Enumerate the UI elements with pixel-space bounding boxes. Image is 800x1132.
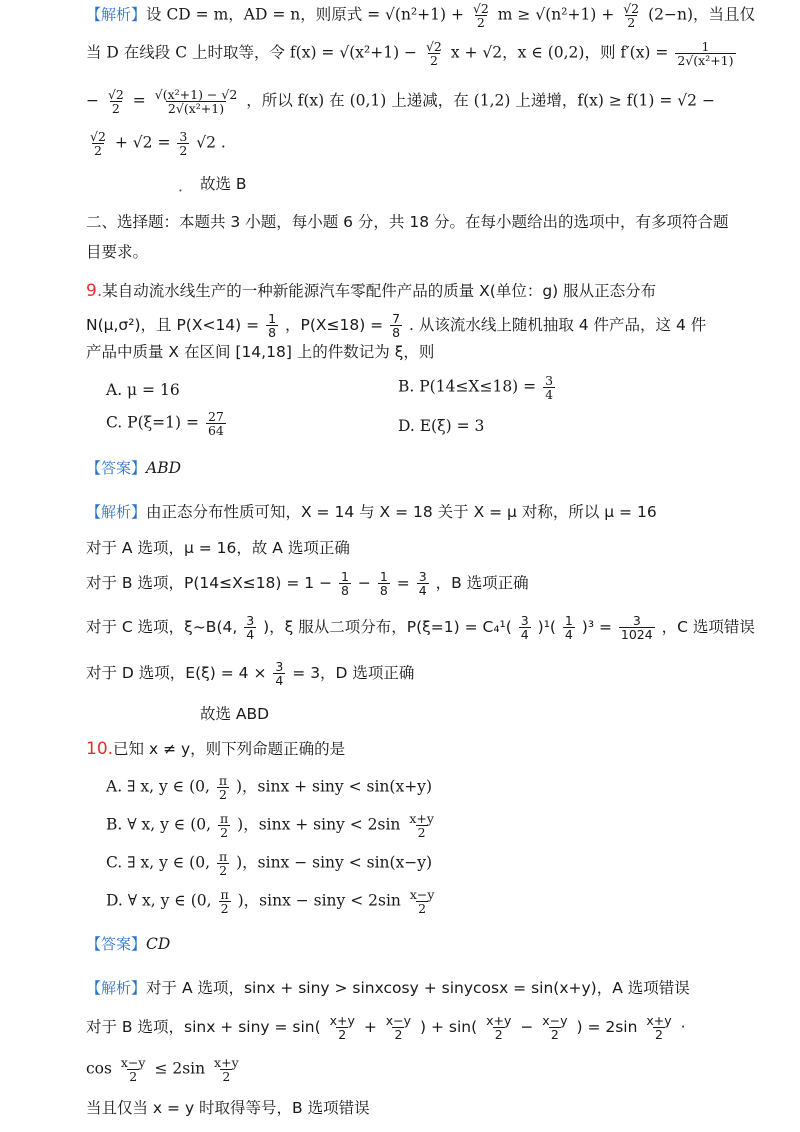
fraction: $\frac{1}{8}$ [268, 311, 277, 341]
fraction: $\frac{1}{8}$ [341, 569, 349, 599]
fraction: $\frac{3}{2}$ [179, 129, 188, 159]
fraction: $\frac{√2}{2}$ [425, 39, 442, 69]
fraction: $\frac{27}{64}$ [207, 409, 224, 439]
fraction: $\frac{1}{4}$ [564, 613, 573, 643]
fraction: $\frac{x+y}{2}$ [646, 1013, 672, 1043]
q9-option-a: A. μ = 16 [106, 381, 180, 399]
q9-solution-4: 对于 C 选项，ξ~B(4, $\frac{3}{4}$ )，ξ 服从二项分布，P(ξ=1) = C₄¹( $\frac{3}{4}$ )¹( $\frac{1}{4}$ )³ = $\frac{3}{1024}$ ，C 选项错误 [86, 613, 755, 643]
p8-line-2: 当 D 在线段 C 上时取等，令 f(x) = √(x²+1) − $\frac{√2}{2}$ x + √2，x ∈ (0,2)，则 f′(x) = $\frac{1}{\text{2√(x²+1)}}$ [86, 39, 734, 69]
daan-label: 【答案】 [86, 459, 147, 477]
q9-answer: 【答案】ABD [86, 459, 182, 477]
fraction: $\frac{\pi}{2}$ [218, 773, 228, 803]
fraction: $\frac{1}{\text{2√(x²+1)}}$ [677, 39, 734, 69]
q10-answer: 【答案】CD [86, 935, 171, 953]
q10-option-b: B. ∀ x, y ∈ (0, $\frac{\pi}{2}$ )，sinx + siny < 2sin $\frac{x+y}{2}$ [106, 811, 434, 841]
fraction: $\frac{√2}{2}$ [472, 1, 489, 31]
fraction: $\frac{3}{4}$ [520, 613, 529, 643]
q10-solution-2: 对于 B 选项，sinx + siny = sin( $\frac{x+y}{2}$ + $\frac{x-y}{2}$ ) + sin( $\frac{x+y}{2}$ − $\frac{x-y}{2}$ ) = 2sin $\frac{x+y}{2}$ · [86, 1013, 686, 1043]
question-number: 9. [86, 281, 103, 301]
q10-solution-1: 【解析】对于 A 选项，sinx + siny > sinxcosy + sinycosx = sin(x+y)，A 选项错误 [86, 979, 690, 997]
fraction: $\frac{x+y}{2}$ [214, 1055, 239, 1085]
fraction: $\frac{\pi}{2}$ [220, 887, 229, 917]
q10-stem: 10.已知 x ≠ y，则下列命题正确的是 [86, 739, 346, 759]
fraction: $\frac{3}{4}$ [545, 373, 554, 403]
q9-stem-line1: 9.某自动流水线生产的一种新能源汽车零配件产品的质量 X(单位：g) 服从正态分布 [86, 281, 657, 301]
p8-line-4: $\frac{√2}{2}$ + √2 = $\frac{3}{2}$ √2 . [90, 129, 226, 159]
q9-option-c: C. P(ξ=1) = $\frac{27}{64}$ [106, 409, 224, 439]
fraction: $\frac{7}{8}$ [392, 311, 401, 341]
fraction: $\frac{x-y}{2}$ [120, 1055, 146, 1085]
fraction: $\frac{√2}{2}$ [107, 87, 124, 117]
fraction: $\frac{\pi}{2}$ [219, 811, 229, 841]
p8-conclusion: 故选 B [200, 175, 247, 193]
stray-dot: · [178, 182, 183, 200]
p8-line-1: 【解析】设 CD = m，AD = n，则原式 = √(n²+1) + $\frac{√2}{2}$ m ≥ √(n²+1) + $\frac{√2}{2}$ (2−n)，当且仅 [86, 1, 756, 31]
jiexi-label: 【解析】 [86, 979, 147, 997]
q10-solution-3: cos $\frac{x-y}{2}$ ≤ 2sin $\frac{x+y}{2}$ [86, 1055, 239, 1085]
fraction: $\frac{x+y}{2}$ [329, 1013, 355, 1043]
q9-stem-line2: N(μ,σ²)，且 P(X<14) = $\frac{1}{8}$ ，P(X≤18) = $\frac{7}{8}$ . 从该流水线上随机抽取 4 件产品，这 4 件 [86, 311, 707, 341]
fraction: $\frac{x-y}{2}$ [409, 887, 435, 917]
section2-line2: 目要求。 [86, 243, 149, 261]
q10-solution-4: 当且仅当 x = y 时取得等号，B 选项错误 [86, 1099, 370, 1117]
fraction: $\frac{√2}{2}$ [90, 129, 106, 159]
daan-label: 【答案】 [86, 935, 147, 953]
fraction: $\frac{3}{4}$ [418, 569, 427, 599]
q10-option-d: D. ∀ x, y ∈ (0, $\frac{\pi}{2}$ )，sinx − siny < 2sin $\frac{x-y}{2}$ [106, 887, 435, 917]
p8-line-3: − $\frac{√2}{2}$ = $\frac{\text{√(x²+1) − √2}}{\text{2√(x²+1)}}$ ，所以 f(x) 在 (0,1) 上递减，在 (1,2) 上递增，f(x) ≥ f(1) = √2 − [86, 87, 715, 117]
fraction: $\frac{x-y}{2}$ [385, 1013, 412, 1043]
fraction: $\frac{x-y}{2}$ [542, 1013, 568, 1043]
fraction: $\frac{1}{8}$ [379, 569, 388, 599]
q9-stem-line3: 产品中质量 X 在区间 [14,18] 上的件数记为 ξ，则 [86, 343, 435, 361]
q9-solution-3: 对于 B 选项，P(14≤X≤18) = 1 − $\frac{1}{8}$ − $\frac{1}{8}$ = $\frac{3}{4}$ ，B 选项正确 [86, 569, 529, 599]
q10-option-a: A. ∃ x, y ∈ (0, $\frac{\pi}{2}$ )，sinx + siny < sin(x+y) [106, 773, 432, 803]
fraction: $\frac{3}{1024}$ [620, 613, 653, 643]
fraction: $\frac{\pi}{2}$ [218, 849, 228, 879]
fraction: $\frac{3}{4}$ [275, 659, 284, 689]
section2-line1: 二、选择题：本题共 3 小题，每小题 6 分，共 18 分。在每小题给出的选项中，有多项符合题 [86, 213, 729, 231]
q9-solution-1: 【解析】由正态分布性质可知，X = 14 与 X = 18 关于 X = μ 对称，所以 μ = 16 [86, 503, 657, 521]
fraction: $\frac{x+y}{2}$ [486, 1013, 512, 1043]
jiexi-label: 【解析】 [86, 503, 147, 521]
jiexi-label: 【解析】 [86, 5, 147, 24]
question-number: 10. [86, 739, 114, 759]
q9-option-b: B. P(14≤X≤18) = $\frac{3}{4}$ [398, 373, 554, 403]
q9-solution-5: 对于 D 选项，E(ξ) = 4 × $\frac{3}{4}$ = 3，D 选项正确 [86, 659, 415, 689]
q9-option-d: D. E(ξ) = 3 [398, 417, 485, 435]
q10-option-c: C. ∃ x, y ∈ (0, $\frac{\pi}{2}$ )，sinx − siny < sin(x−y) [106, 849, 433, 879]
fraction: $\frac{x+y}{2}$ [409, 811, 434, 841]
fraction: $\frac{√2}{2}$ [623, 1, 640, 31]
fraction: $\frac{\text{√(x²+1) − √2}}{\text{2√(x²+1)}}$ [154, 87, 238, 117]
q9-solution-2: 对于 A 选项，μ = 16，故 A 选项正确 [86, 539, 350, 557]
q9-conclusion: 故选 ABD [200, 705, 270, 723]
fraction: $\frac{3}{4}$ [246, 613, 255, 643]
